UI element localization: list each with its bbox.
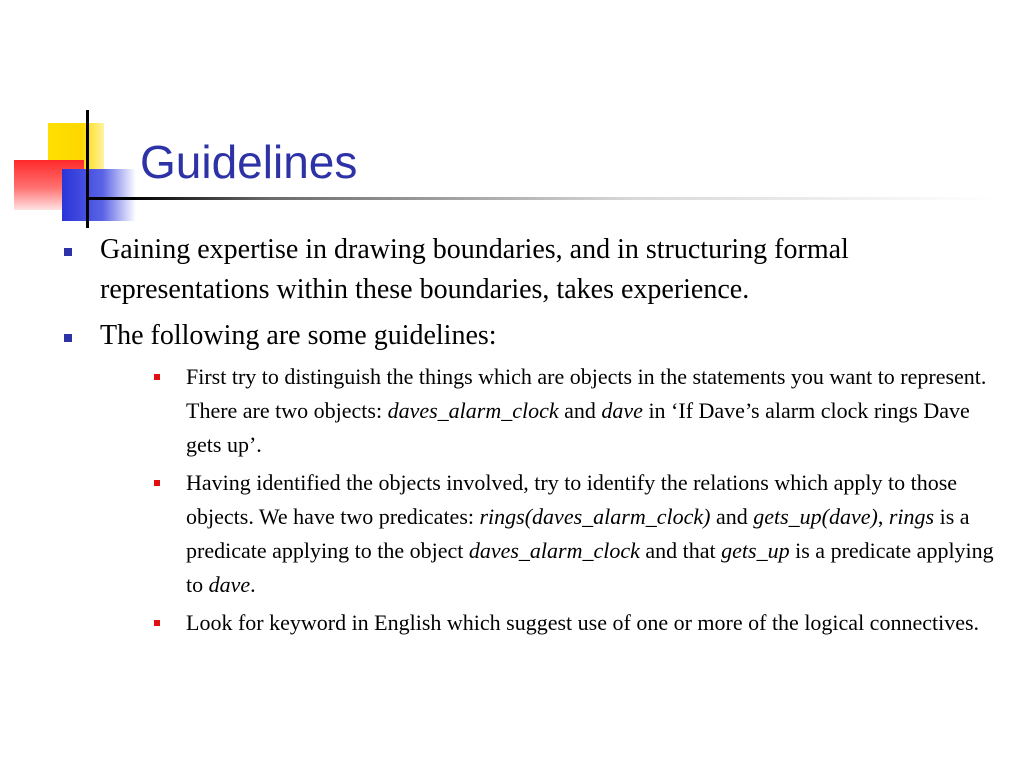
bullet-list bbox=[60, 230, 1005, 640]
italic-term: daves_alarm_clock bbox=[468, 538, 640, 563]
sub-bullet-item bbox=[100, 606, 1005, 640]
text-run: and bbox=[710, 504, 754, 529]
text-run: First try to distinguish the things which are objects in the statements you want to represent. There are two objects: bbox=[186, 364, 987, 423]
small-square-bullet-icon bbox=[154, 620, 160, 626]
italic-term: dave bbox=[601, 398, 643, 423]
bullet-text: Gaining expertise in drawing boundaries, and in structuring formal representations within these boundaries, takes experience. bbox=[100, 234, 849, 305]
text-run: Having identified the objects involved, try to identify the relations which apply to those objects. We have two predicates: bbox=[186, 470, 958, 529]
italic-term: gets_up bbox=[721, 538, 790, 563]
text-run: and that bbox=[639, 538, 722, 563]
italic-term: daves_alarm_clock bbox=[387, 398, 559, 423]
bullet-item bbox=[60, 230, 1005, 310]
text-run: . bbox=[250, 572, 256, 597]
italic-term: rings bbox=[888, 504, 935, 529]
sub-bullet-text bbox=[186, 360, 1005, 462]
square-bullet-icon bbox=[64, 248, 72, 256]
text-run: , bbox=[877, 504, 889, 529]
text-run: and bbox=[558, 398, 602, 423]
text-run: in ‘If Dave’s alarm clock rings Dave gets up’. bbox=[186, 398, 970, 457]
small-square-bullet-icon bbox=[154, 374, 160, 380]
slide-title: Guidelines bbox=[140, 136, 358, 188]
sub-bullet-text bbox=[186, 466, 1005, 602]
italic-term: rings(daves_alarm_clock) bbox=[479, 504, 711, 529]
italic-term: dave bbox=[208, 572, 251, 597]
square-bullet-icon bbox=[64, 334, 72, 342]
bullet-text: The following are some guidelines: bbox=[100, 320, 497, 351]
sub-bullet-text: Look for keyword in English which suggest use of one or more of the logical connectives. bbox=[186, 610, 980, 635]
bullet-item bbox=[60, 316, 1005, 640]
decorative-squares-logo bbox=[0, 100, 150, 230]
sub-bullet-item bbox=[100, 466, 1005, 602]
slide-content bbox=[60, 230, 1005, 646]
text-run: is a predicate applying to the object bbox=[186, 504, 970, 563]
small-square-bullet-icon bbox=[154, 480, 160, 486]
sub-bullet-item bbox=[100, 360, 1005, 462]
italic-term: gets_up(dave) bbox=[753, 504, 878, 529]
blue-square bbox=[62, 169, 136, 221]
vertical-rule bbox=[86, 110, 89, 228]
sub-bullet-list bbox=[100, 360, 1005, 640]
title-underline bbox=[86, 197, 996, 200]
text-run: is a predicate applying to bbox=[186, 538, 994, 597]
